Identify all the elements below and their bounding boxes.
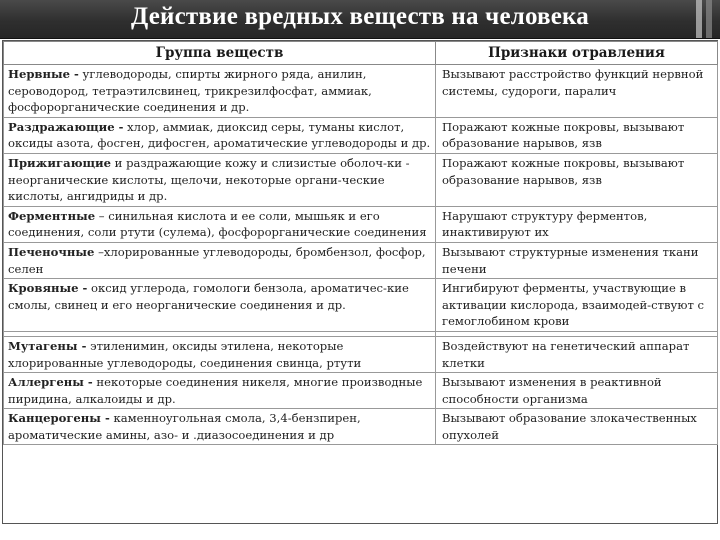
group-cell — [4, 242, 436, 278]
table-row — [4, 117, 718, 153]
table-row — [4, 153, 718, 206]
group-cell — [4, 409, 436, 445]
title-bar — [0, 0, 720, 39]
signs-cell: Ингибируют ферменты, участвующие в активации кислорода, взаимодей-ствуют с гемоглобином крови — [436, 279, 718, 332]
page-title: Действие вредных веществ на человека — [131, 3, 589, 30]
table-row — [4, 279, 718, 332]
signs-cell: Поражают кожные покровы, вызывают образование нарывов, язв — [436, 117, 718, 153]
group-name: Аллергены - — [8, 375, 93, 390]
signs-cell: Воздействуют на генетический аппарат клетки — [436, 336, 718, 372]
group-cell — [4, 206, 436, 242]
group-cell — [4, 153, 436, 206]
group-name: Кровяные - — [8, 281, 88, 296]
table-row — [4, 206, 718, 242]
group-cell — [4, 373, 436, 409]
group-substances: – синильная кислота и ее соли, мышьяк и его соединения, соли ртути (сулема), фосфорорганические соединения — [8, 208, 427, 240]
group-name: Нервные - — [8, 67, 79, 81]
group-name: Канцерогены - — [8, 411, 110, 426]
table-header-row — [4, 42, 718, 65]
signs-cell: Вызывают структурные изменения ткани печени — [436, 242, 718, 278]
signs-cell: Вызывают изменения в реактивной способности организма — [436, 373, 718, 409]
decor-stripe — [706, 0, 712, 38]
group-substances: хлор, аммиак, диоксид серы, туманы кислот, оксиды азота, фосген, дифосген, ароматические углеводороды и др. — [8, 119, 431, 151]
group-substances: этиленимин, оксиды этилена, некоторые хлорированные углеводороды, соединения свинца, ртути — [8, 338, 362, 370]
group-substances: некоторые соединения никеля, многие производные пиридина, алкалоиды и др. — [8, 375, 423, 406]
header-group: Группа веществ — [4, 42, 436, 65]
group-cell — [4, 117, 436, 153]
decor-stripe — [696, 0, 702, 38]
group-name: Прижигающие — [8, 155, 111, 170]
table-row — [4, 242, 718, 278]
group-name: Мутагены - — [8, 338, 87, 353]
table-row — [4, 336, 718, 372]
table-row — [4, 373, 718, 409]
group-substances: углеводороды, спирты жирного ряда, анилин, сероводород, тетраэтилсвинец, трикрезилфосфат, аммиак, фосфорорганические соединения и др. — [8, 67, 372, 115]
header-signs: Признаки отравления — [436, 42, 718, 65]
group-cell — [4, 65, 436, 118]
signs-cell: Вызывают образование злокачественных опухолей — [436, 409, 718, 445]
group-substances: оксид углерода, гомологи бензола, ароматичес-кие смолы, свинец и его неорганические соединения и др. — [8, 281, 409, 312]
signs-cell: Нарушают структуру ферментов, инактивируют их — [436, 206, 718, 242]
group-substances: каменноугольная смола, 3,4-бензпирен, ароматические амины, азо- и .диазосоединения и др — [8, 411, 361, 442]
signs-cell: Поражают кожные покровы, вызывают образование нарывов, язв — [436, 153, 718, 206]
table-row — [4, 409, 718, 445]
table-row — [4, 65, 718, 118]
group-name: Печеночные — [8, 244, 95, 259]
group-cell — [4, 279, 436, 332]
substances-table — [2, 40, 718, 524]
group-substances: и раздражающие кожу и слизистые оболоч-ки - неорганические кислоты, щелочи, некоторые органи-ческие кислоты, ангидриды и др. — [8, 155, 410, 204]
group-cell — [4, 336, 436, 372]
signs-cell: Вызывают расстройство функций нервной системы, судороги, паралич — [436, 65, 718, 118]
group-name: Раздражающие - — [8, 119, 124, 134]
group-substances: –хлорированные углеводороды, бромбензол, фосфор, селен — [8, 244, 426, 276]
group-name: Ферментные — [8, 208, 96, 223]
